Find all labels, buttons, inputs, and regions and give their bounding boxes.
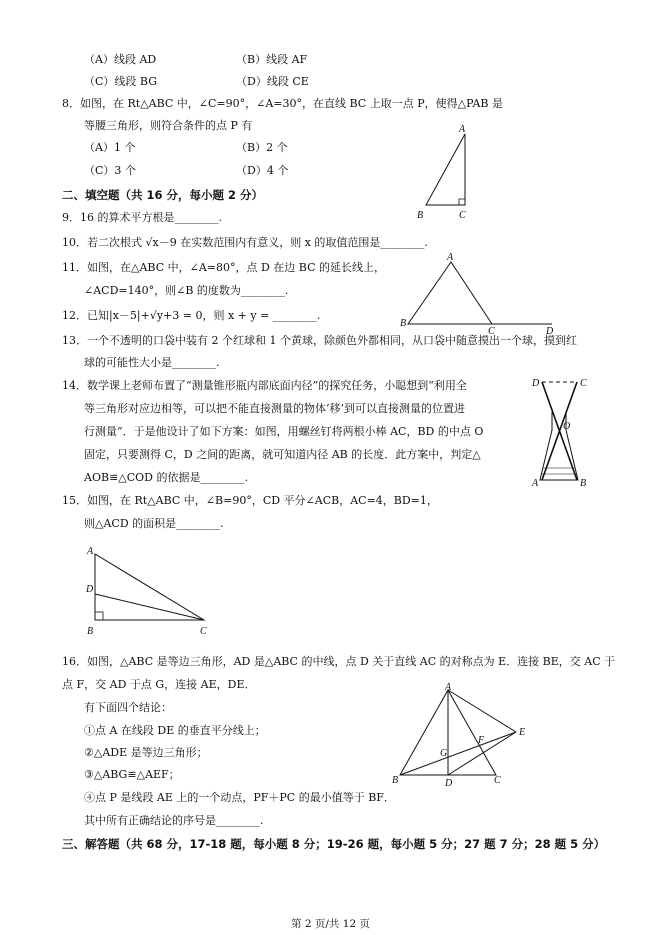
page-footer: 第 2 页/共 12 页 [291, 918, 370, 930]
q13-line-1: 13．一个不透明的口袋中装有 2 个红球和 1 个黄球，除颜色外都相同，从口袋中随意摸出一个球，摸到红 [62, 334, 577, 347]
q9: 9．16 的算术平方根是________. [62, 211, 222, 224]
q14-line-5: AOB≌△COD 的依据是________. [84, 471, 248, 484]
q8-label-a: A [459, 124, 466, 135]
q11-line-2: ∠ACD=140°，则∠B 的度数为________. [84, 284, 289, 297]
q7-option-d: （D）线段 CE [236, 75, 309, 88]
q11-triangle-figure [396, 250, 561, 335]
q15-right-triangle-figure [82, 542, 217, 642]
q7-option-b: （B）线段 AF [236, 53, 308, 66]
q14-label-c: C [580, 378, 587, 389]
q16-label-c: C [494, 775, 501, 786]
q16-label-a: A [445, 682, 452, 693]
q14-label-o: O [563, 421, 571, 432]
q13-line-2: 球的可能性大小是________. [84, 356, 220, 369]
q8-line-1: 8．如图，在 Rt△ABC 中，∠C=90°，∠A=30°，在直线 BC 上取一点 P，使得△PAB 是 [62, 97, 503, 110]
q14-label-d: D [532, 378, 540, 389]
q16-label-e: E [519, 727, 526, 738]
q8-option-b: （B）2 个 [236, 141, 288, 154]
q14-line-1: 14．数学课上老师布置了“测量锥形瓶内部底面内径”的探究任务，小聪想到“利用全 [62, 379, 467, 392]
q11-line-1: 11．如图，在△ABC 中，∠A=80°，点 D 在边 BC 的延长线上， [62, 261, 385, 274]
q16-label-d: D [445, 778, 453, 789]
q16-equilateral-triangle-figure [388, 682, 538, 790]
section-3-heading: 三、解答题（共 68 分，17-18 题，每小题 8 分；19-26 题，每小题 5 分；27 题 7 分；28 题 5 分） [62, 837, 606, 851]
q16-conclusion-2: ②△ADE 是等边三角形； [84, 746, 208, 759]
q11-label-a: A [447, 252, 454, 263]
q14-label-b: B [580, 478, 587, 489]
q11-label-d: D [546, 326, 554, 335]
q8-option-c: （C）3 个 [84, 164, 136, 177]
q16-line-1: 16．如图，△ABC 是等边三角形，AD 是△ABC 的中线，点 D 关于直线 AC 的对称点为 E．连接 BE，交 AC 于 [62, 655, 616, 668]
q16-line-3: 有下面四个结论： [84, 701, 172, 714]
q8-right-triangle-figure [410, 120, 480, 225]
q8-option-a: （A）1 个 [84, 141, 136, 154]
q16-label-g: G [440, 748, 448, 759]
q7-option-a: （A）线段 AD [84, 53, 157, 66]
q7-option-c: （C）线段 BG [84, 75, 157, 88]
q16-conclusion-4: ④点 P 是线段 AE 上的一个动点，PF＋PC 的最小值等于 BF． [84, 791, 395, 804]
q16-conclusion-3: ③△ABG≌△AEF； [84, 768, 180, 781]
section-2-heading: 二、填空题（共 16 分，每小题 2 分） [62, 188, 264, 202]
q8-line-2: 等腰三角形，则符合条件的点 P 有 [84, 119, 253, 132]
q16-label-f: F [478, 735, 485, 746]
q15-line-2: 则△ACD 的面积是________. [84, 517, 224, 530]
q8-option-d: （D）4 个 [236, 164, 289, 177]
q15-label-b: B [87, 626, 94, 637]
q15-line-1: 15．如图，在 Rt△ABC 中，∠B=90°，CD 平分∠ACB，AC=4，BD=1， [62, 494, 438, 507]
q16-conclusion-1: ①点 A 在线段 DE 的垂直平分线上； [84, 724, 266, 737]
q16-line-4: 其中所有正确结论的序号是________. [84, 814, 264, 827]
q14-line-4: 固定，只要测得 C，D 之间的距离，就可知道内径 AB 的长度．此方案中，判定△ [84, 448, 481, 461]
q15-label-a: A [87, 546, 94, 557]
q16-label-b: B [392, 775, 399, 786]
q14-flask-figure [522, 372, 597, 490]
q8-label-c: C [459, 210, 466, 221]
q11-label-b: B [400, 318, 407, 329]
q10: 10．若二次根式 √x－9 在实数范围内有意义，则 x 的取值范围是________. [62, 236, 428, 249]
q15-label-d: D [86, 584, 94, 595]
q12: 12．已知|x－5|+√y+3 = 0，则 x + y = ________. [62, 309, 321, 322]
q15-label-c: C [200, 626, 207, 637]
q14-line-2: 等三角形对应边相等，可以把不能直接测量的物体‘移’到可以直接测量的位置进 [84, 402, 465, 415]
q14-label-a: A [532, 478, 539, 489]
q14-line-3: 行测量”．于是他设计了如下方案：如图，用螺丝钉将两根小棒 AC，BD 的中点 O [84, 425, 484, 438]
q8-label-b: B [417, 210, 424, 221]
q11-label-c: C [488, 326, 495, 335]
q16-line-2: 点 F，交 AD 于点 G，连接 AE，DE． [62, 678, 256, 691]
